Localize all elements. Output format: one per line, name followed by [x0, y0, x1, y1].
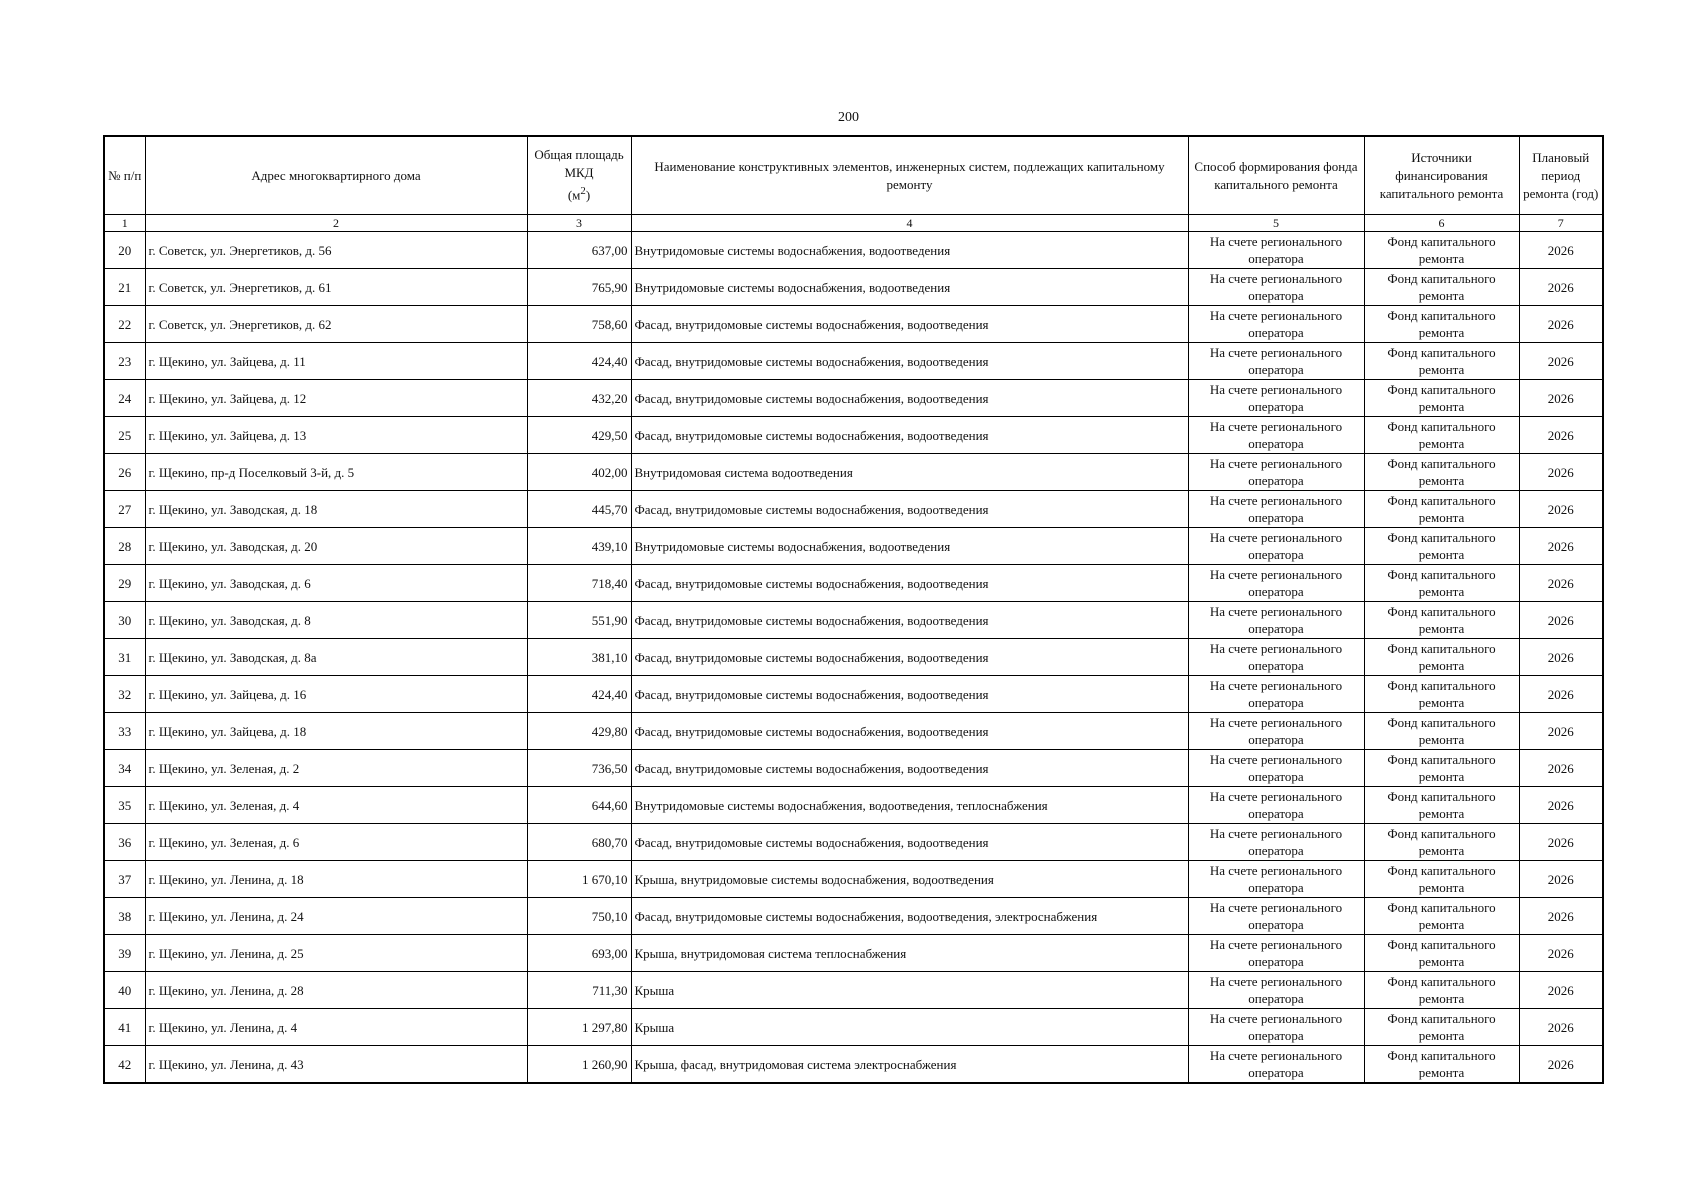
row-elements: Крыша [631, 972, 1188, 1009]
row-number: 34 [104, 750, 145, 787]
row-address: г. Щекино, ул. Заводская, д. 6 [145, 565, 527, 602]
column-number-row [104, 215, 1603, 232]
row-method: На счете регионального оператора [1188, 676, 1364, 713]
row-method: На счете регионального оператора [1188, 491, 1364, 528]
row-elements: Внутридомовая система водоотведения [631, 454, 1188, 491]
row-year: 2026 [1519, 935, 1603, 972]
header-area-sup: 2 [580, 185, 586, 198]
row-area: 429,80 [527, 713, 631, 750]
row-method: На счете регионального оператора [1188, 380, 1364, 417]
row-elements: Фасад, внутридомовые системы водоснабжения, водоотведения [631, 565, 1188, 602]
row-source: Фонд капитального ремонта [1364, 824, 1519, 861]
row-source: Фонд капитального ремонта [1364, 269, 1519, 306]
table-row [104, 602, 1603, 639]
row-number: 37 [104, 861, 145, 898]
row-source: Фонд капитального ремонта [1364, 454, 1519, 491]
table-header-row [104, 136, 1603, 215]
row-number: 39 [104, 935, 145, 972]
row-number: 25 [104, 417, 145, 454]
row-area: 1 260,90 [527, 1046, 631, 1084]
row-area: 765,90 [527, 269, 631, 306]
row-elements: Фасад, внутридомовые системы водоснабжения, водоотведения, электроснабжения [631, 898, 1188, 935]
table-row [104, 1046, 1603, 1084]
row-area: 680,70 [527, 824, 631, 861]
row-year: 2026 [1519, 528, 1603, 565]
row-number: 32 [104, 676, 145, 713]
row-address: г. Щекино, ул. Зеленая, д. 2 [145, 750, 527, 787]
table-row [104, 528, 1603, 565]
header-num: № п/п [104, 136, 145, 215]
row-address: г. Советск, ул. Энергетиков, д. 62 [145, 306, 527, 343]
row-source: Фонд капитального ремонта [1364, 713, 1519, 750]
row-source: Фонд капитального ремонта [1364, 491, 1519, 528]
row-source: Фонд капитального ремонта [1364, 417, 1519, 454]
table-body [104, 232, 1603, 1084]
row-address: г. Щекино, ул. Зеленая, д. 4 [145, 787, 527, 824]
row-elements: Крыша [631, 1009, 1188, 1046]
row-elements: Фасад, внутридомовые системы водоснабжения, водоотведения [631, 676, 1188, 713]
header-source: Источники финансирования капитального ремонта [1364, 136, 1519, 215]
row-number: 30 [104, 602, 145, 639]
row-address: г. Щекино, ул. Заводская, д. 8а [145, 639, 527, 676]
row-area: 445,70 [527, 491, 631, 528]
row-source: Фонд капитального ремонта [1364, 380, 1519, 417]
row-address: г. Советск, ул. Энергетиков, д. 61 [145, 269, 527, 306]
row-area: 736,50 [527, 750, 631, 787]
row-method: На счете регионального оператора [1188, 972, 1364, 1009]
row-area: 1 670,10 [527, 861, 631, 898]
table-row [104, 861, 1603, 898]
header-address: Адрес многоквартирного дома [145, 136, 527, 215]
row-number: 27 [104, 491, 145, 528]
row-address: г. Щекино, ул. Зайцева, д. 16 [145, 676, 527, 713]
row-elements: Внутридомовые системы водоснабжения, водоотведения [631, 528, 1188, 565]
row-address: г. Щекино, ул. Ленина, д. 28 [145, 972, 527, 1009]
row-number: 26 [104, 454, 145, 491]
row-area: 402,00 [527, 454, 631, 491]
row-method: На счете регионального оператора [1188, 565, 1364, 602]
row-source: Фонд капитального ремонта [1364, 306, 1519, 343]
row-address: г. Щекино, ул. Зайцева, д. 18 [145, 713, 527, 750]
row-year: 2026 [1519, 972, 1603, 1009]
row-year: 2026 [1519, 1009, 1603, 1046]
row-method: На счете регионального оператора [1188, 639, 1364, 676]
column-number: 7 [1519, 215, 1603, 232]
row-address: г. Щекино, ул. Заводская, д. 20 [145, 528, 527, 565]
table-row [104, 824, 1603, 861]
row-year: 2026 [1519, 565, 1603, 602]
row-elements: Фасад, внутридомовые системы водоснабжения, водоотведения [631, 602, 1188, 639]
row-method: На счете регионального оператора [1188, 1009, 1364, 1046]
row-year: 2026 [1519, 491, 1603, 528]
row-source: Фонд капитального ремонта [1364, 861, 1519, 898]
row-method: На счете регионального оператора [1188, 898, 1364, 935]
table-row [104, 306, 1603, 343]
table-row [104, 639, 1603, 676]
row-source: Фонд капитального ремонта [1364, 972, 1519, 1009]
row-area: 637,00 [527, 232, 631, 269]
repair-registry-table [103, 135, 1604, 1084]
column-number: 6 [1364, 215, 1519, 232]
row-number: 23 [104, 343, 145, 380]
row-elements: Внутридомовые системы водоснабжения, водоотведения, теплоснабжения [631, 787, 1188, 824]
row-number: 31 [104, 639, 145, 676]
row-address: г. Щекино, ул. Ленина, д. 43 [145, 1046, 527, 1084]
row-year: 2026 [1519, 1046, 1603, 1084]
column-number: 4 [631, 215, 1188, 232]
row-number: 29 [104, 565, 145, 602]
row-year: 2026 [1519, 787, 1603, 824]
row-area: 711,30 [527, 972, 631, 1009]
row-year: 2026 [1519, 269, 1603, 306]
row-area: 439,10 [527, 528, 631, 565]
table-row [104, 898, 1603, 935]
row-year: 2026 [1519, 639, 1603, 676]
header-area-label: Общая площадь МКД [534, 147, 624, 181]
row-year: 2026 [1519, 750, 1603, 787]
row-address: г. Щекино, ул. Зайцева, д. 12 [145, 380, 527, 417]
row-number: 35 [104, 787, 145, 824]
row-source: Фонд капитального ремонта [1364, 1009, 1519, 1046]
row-method: На счете регионального оператора [1188, 232, 1364, 269]
table-row [104, 343, 1603, 380]
row-area: 429,50 [527, 417, 631, 454]
row-address: г. Щекино, ул. Ленина, д. 4 [145, 1009, 527, 1046]
row-method: На счете регионального оператора [1188, 787, 1364, 824]
header-period: Плановый период ремонта (год) [1519, 136, 1603, 215]
row-year: 2026 [1519, 676, 1603, 713]
row-year: 2026 [1519, 343, 1603, 380]
row-year: 2026 [1519, 380, 1603, 417]
table-row [104, 787, 1603, 824]
table-row [104, 380, 1603, 417]
row-method: На счете регионального оператора [1188, 935, 1364, 972]
row-year: 2026 [1519, 861, 1603, 898]
row-year: 2026 [1519, 232, 1603, 269]
column-number: 5 [1188, 215, 1364, 232]
row-address: г. Щекино, ул. Заводская, д. 18 [145, 491, 527, 528]
row-elements: Крыша, внутридомовая система теплоснабжения [631, 935, 1188, 972]
row-method: На счете регионального оператора [1188, 528, 1364, 565]
row-method: На счете регионального оператора [1188, 824, 1364, 861]
header-elements: Наименование конструктивных элементов, инженерных систем, подлежащих капитальному ремонту [631, 136, 1188, 215]
row-source: Фонд капитального ремонта [1364, 639, 1519, 676]
row-year: 2026 [1519, 306, 1603, 343]
table-row [104, 972, 1603, 1009]
row-year: 2026 [1519, 713, 1603, 750]
row-elements: Внутридомовые системы водоснабжения, водоотведения [631, 269, 1188, 306]
row-area: 718,40 [527, 565, 631, 602]
row-elements: Фасад, внутридомовые системы водоснабжения, водоотведения [631, 639, 1188, 676]
row-elements: Фасад, внутридомовые системы водоснабжения, водоотведения [631, 380, 1188, 417]
row-source: Фонд капитального ремонта [1364, 898, 1519, 935]
row-address: г. Щекино, ул. Ленина, д. 24 [145, 898, 527, 935]
row-area: 551,90 [527, 602, 631, 639]
row-address: г. Щекино, ул. Зеленая, д. 6 [145, 824, 527, 861]
row-method: На счете регионального оператора [1188, 713, 1364, 750]
row-number: 40 [104, 972, 145, 1009]
table-row [104, 232, 1603, 269]
header-area [527, 136, 631, 215]
row-address: г. Щекино, ул. Ленина, д. 18 [145, 861, 527, 898]
row-area: 424,40 [527, 343, 631, 380]
row-number: 33 [104, 713, 145, 750]
row-year: 2026 [1519, 602, 1603, 639]
row-year: 2026 [1519, 417, 1603, 454]
row-source: Фонд капитального ремонта [1364, 1046, 1519, 1084]
row-source: Фонд капитального ремонта [1364, 528, 1519, 565]
row-elements: Крыша, внутридомовые системы водоснабжения, водоотведения [631, 861, 1188, 898]
row-elements: Фасад, внутридомовые системы водоснабжения, водоотведения [631, 713, 1188, 750]
row-source: Фонд капитального ремонта [1364, 750, 1519, 787]
row-number: 20 [104, 232, 145, 269]
header-area-unit: (м [567, 187, 581, 203]
row-number: 22 [104, 306, 145, 343]
page-number: 200 [838, 110, 859, 125]
row-method: На счете регионального оператора [1188, 602, 1364, 639]
column-number: 3 [527, 215, 631, 232]
row-method: На счете регионального оператора [1188, 454, 1364, 491]
row-source: Фонд капитального ремонта [1364, 232, 1519, 269]
row-elements: Фасад, внутридомовые системы водоснабжения, водоотведения [631, 491, 1188, 528]
row-source: Фонд капитального ремонта [1364, 343, 1519, 380]
table-row [104, 269, 1603, 306]
row-elements: Фасад, внутридомовые системы водоснабжения, водоотведения [631, 343, 1188, 380]
row-area: 644,60 [527, 787, 631, 824]
row-address: г. Щекино, ул. Ленина, д. 25 [145, 935, 527, 972]
row-source: Фонд капитального ремонта [1364, 565, 1519, 602]
table-row [104, 676, 1603, 713]
column-number: 1 [104, 215, 145, 232]
row-elements: Фасад, внутридомовые системы водоснабжения, водоотведения [631, 417, 1188, 454]
row-year: 2026 [1519, 898, 1603, 935]
row-area: 750,10 [527, 898, 631, 935]
header-area-close: ) [585, 187, 591, 203]
column-number: 2 [145, 215, 527, 232]
table-row [104, 491, 1603, 528]
row-area: 693,00 [527, 935, 631, 972]
row-address: г. Советск, ул. Энергетиков, д. 56 [145, 232, 527, 269]
table-row [104, 713, 1603, 750]
row-method: На счете регионального оператора [1188, 417, 1364, 454]
table-row [104, 750, 1603, 787]
row-source: Фонд капитального ремонта [1364, 787, 1519, 824]
header-method: Способ формирования фонда капитального ремонта [1188, 136, 1364, 215]
table-row [104, 417, 1603, 454]
row-method: На счете регионального оператора [1188, 861, 1364, 898]
row-address: г. Щекино, ул. Зайцева, д. 11 [145, 343, 527, 380]
row-year: 2026 [1519, 824, 1603, 861]
row-method: На счете регионального оператора [1188, 1046, 1364, 1084]
row-address: г. Щекино, ул. Заводская, д. 8 [145, 602, 527, 639]
row-source: Фонд капитального ремонта [1364, 676, 1519, 713]
row-elements: Внутридомовые системы водоснабжения, водоотведения [631, 232, 1188, 269]
table-row [104, 565, 1603, 602]
row-number: 21 [104, 269, 145, 306]
row-method: На счете регионального оператора [1188, 750, 1364, 787]
row-number: 42 [104, 1046, 145, 1084]
row-number: 28 [104, 528, 145, 565]
row-source: Фонд капитального ремонта [1364, 602, 1519, 639]
row-number: 38 [104, 898, 145, 935]
row-address: г. Щекино, ул. Зайцева, д. 13 [145, 417, 527, 454]
row-address: г. Щекино, пр-д Поселковый 3-й, д. 5 [145, 454, 527, 491]
table-row [104, 1009, 1603, 1046]
row-elements: Фасад, внутридомовые системы водоснабжения, водоотведения [631, 824, 1188, 861]
row-method: На счете регионального оператора [1188, 343, 1364, 380]
row-method: На счете регионального оператора [1188, 306, 1364, 343]
row-year: 2026 [1519, 454, 1603, 491]
row-area: 424,40 [527, 676, 631, 713]
row-number: 41 [104, 1009, 145, 1046]
row-area: 1 297,80 [527, 1009, 631, 1046]
row-elements: Фасад, внутридомовые системы водоснабжения, водоотведения [631, 306, 1188, 343]
row-elements: Фасад, внутридомовые системы водоснабжения, водоотведения [631, 750, 1188, 787]
table-row [104, 935, 1603, 972]
row-number: 36 [104, 824, 145, 861]
row-source: Фонд капитального ремонта [1364, 935, 1519, 972]
table-row [104, 454, 1603, 491]
row-method: На счете регионального оператора [1188, 269, 1364, 306]
row-area: 432,20 [527, 380, 631, 417]
row-area: 381,10 [527, 639, 631, 676]
row-number: 24 [104, 380, 145, 417]
row-area: 758,60 [527, 306, 631, 343]
row-elements: Крыша, фасад, внутридомовая система электроснабжения [631, 1046, 1188, 1084]
